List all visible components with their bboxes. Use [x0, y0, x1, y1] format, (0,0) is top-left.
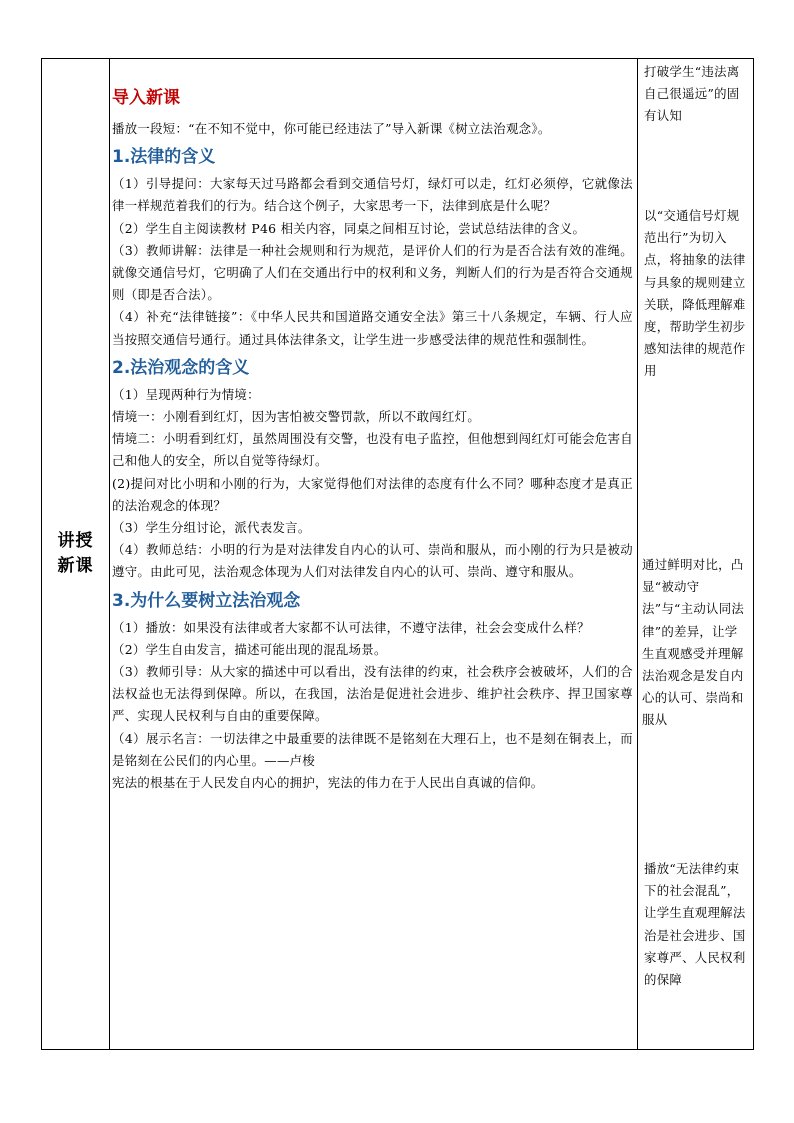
design-note: 播放“无法律约束下的社会混乱”，让学生直观理解法治是社会进步、国家尊严、人民权利的保障 — [644, 861, 746, 988]
section-paragraph: （2）学生自主阅读教材 P46 相关内容，同桌之间相互讨论，尝试总结法律的含义。 — [112, 220, 586, 236]
section-heading: 2.法治观念的含义 — [112, 357, 250, 378]
section-paragraph: （4）补充“法律链接”：《中华人民共和国道路交通安全法》第三十八条规定，车辆、行人应当按照交通信号通行。通过具体法律条文，让学生进一步感受法律的规范性和强制性。 — [112, 309, 633, 347]
section-paragraph: （3）学生分组讨论，派代表发言。 — [112, 520, 311, 536]
section-paragraph: (2)提问对比小明和小刚的行为，大家觉得他们对法律的态度有什么不同？哪种态度才是真正的法治观念的体现？ — [112, 475, 633, 513]
table-row — [42, 59, 754, 1050]
section-paragraph: 宪法的根基在于人民发自内心的拥护，宪法的伟力在于人民出自真诚的信仰。 — [112, 775, 544, 791]
main-content-cell — [110, 59, 638, 1050]
design-notes-cell — [638, 59, 754, 1050]
row-label-line: 讲授 — [57, 531, 94, 551]
section-paragraph: （2）学生自由发言，描述可能出现的混乱场景。 — [112, 641, 387, 657]
row-label — [42, 529, 109, 579]
section-paragraph: （3）教师引导：从大家的描述中可以看出，没有法律的约束，社会秩序会被破坏，人们的合法权益也无法得到保障。所以，在我国，法治是促进社会进步、维护社会秩序、捍卫国家尊严、实现人民权利与自由的重要保障。 — [112, 664, 633, 724]
section-paragraph: （4）展示名言：一切法律之中最重要的法律既不是铭刻在大理石上，也不是刻在铜表上，而是铭刻在公民们的内心里。——卢梭 — [112, 730, 633, 768]
section-paragraph: （3）教师讲解：法律是一种社会规则和行为规范，是评价人们的行为是否合法有效的准绳。就像交通信号灯，它明确了人们在交通出行中的权利和义务，判断人们的行为是否符合交通规则（即是否合法）。 — [112, 242, 633, 303]
section-paragraph: （1）呈现两种行为情境： — [112, 386, 260, 402]
section-paragraph: （4）教师总结：小明的行为是对法律发自内心的认可、崇尚和服从，而小刚的行为只是被动遵守。由此可见，法治观念体现为人们对法律发自内心的认可、崇尚、遵守和服从。 — [112, 542, 633, 580]
section-heading: 1.法律的含义 — [112, 147, 216, 168]
row-label-cell — [42, 59, 110, 1050]
intro-heading: 导入新课 — [112, 88, 180, 108]
section-paragraph: 情境一：小刚看到红灯，因为害怕被交警罚款，所以不敢闯红灯。 — [112, 409, 481, 425]
lesson-plan-table — [41, 58, 754, 1050]
section-paragraph: （1）播放：如果没有法律或者大家都不认可法律，不遵守法律，社会会变成什么样？ — [112, 619, 590, 635]
section-heading: 3.为什么要树立法治观念 — [112, 590, 301, 611]
design-note: 打破学生“违法离自己很遥远”的固有认知 — [644, 64, 740, 124]
intro-text: 播放一段短：“在不知不觉中，你可能已经违法了”导入新课《树立法治观念》。 — [112, 121, 551, 136]
design-note: 以“交通信号灯规范出行”为切入点，将抽象的法律与具象的规则建立关联，降低理解难度，帮助学生初步感知法律的规范作用 — [644, 208, 746, 379]
section-paragraph: 情境二：小明看到红灯，虽然周围没有交警，也没有电子监控，但他想到闯红灯可能会危害自己和他人的安全，所以自觉等待绿灯。 — [112, 431, 633, 469]
row-label-line: 新课 — [57, 556, 94, 576]
section-paragraph: （1）引导提问：大家每天过马路都会看到交通信号灯，绿灯可以走，红灯必须停，它就像法律一样规范着我们的行为。结合这个例子，大家思考一下，法律到底是什么呢？ — [112, 176, 633, 214]
design-note: 通过鲜明对比，凸显“被动守法”与“主动认同法律”的差异，让学生直观感受并理解法治观念是发自内心的认可、崇尚和服从 — [642, 557, 745, 728]
